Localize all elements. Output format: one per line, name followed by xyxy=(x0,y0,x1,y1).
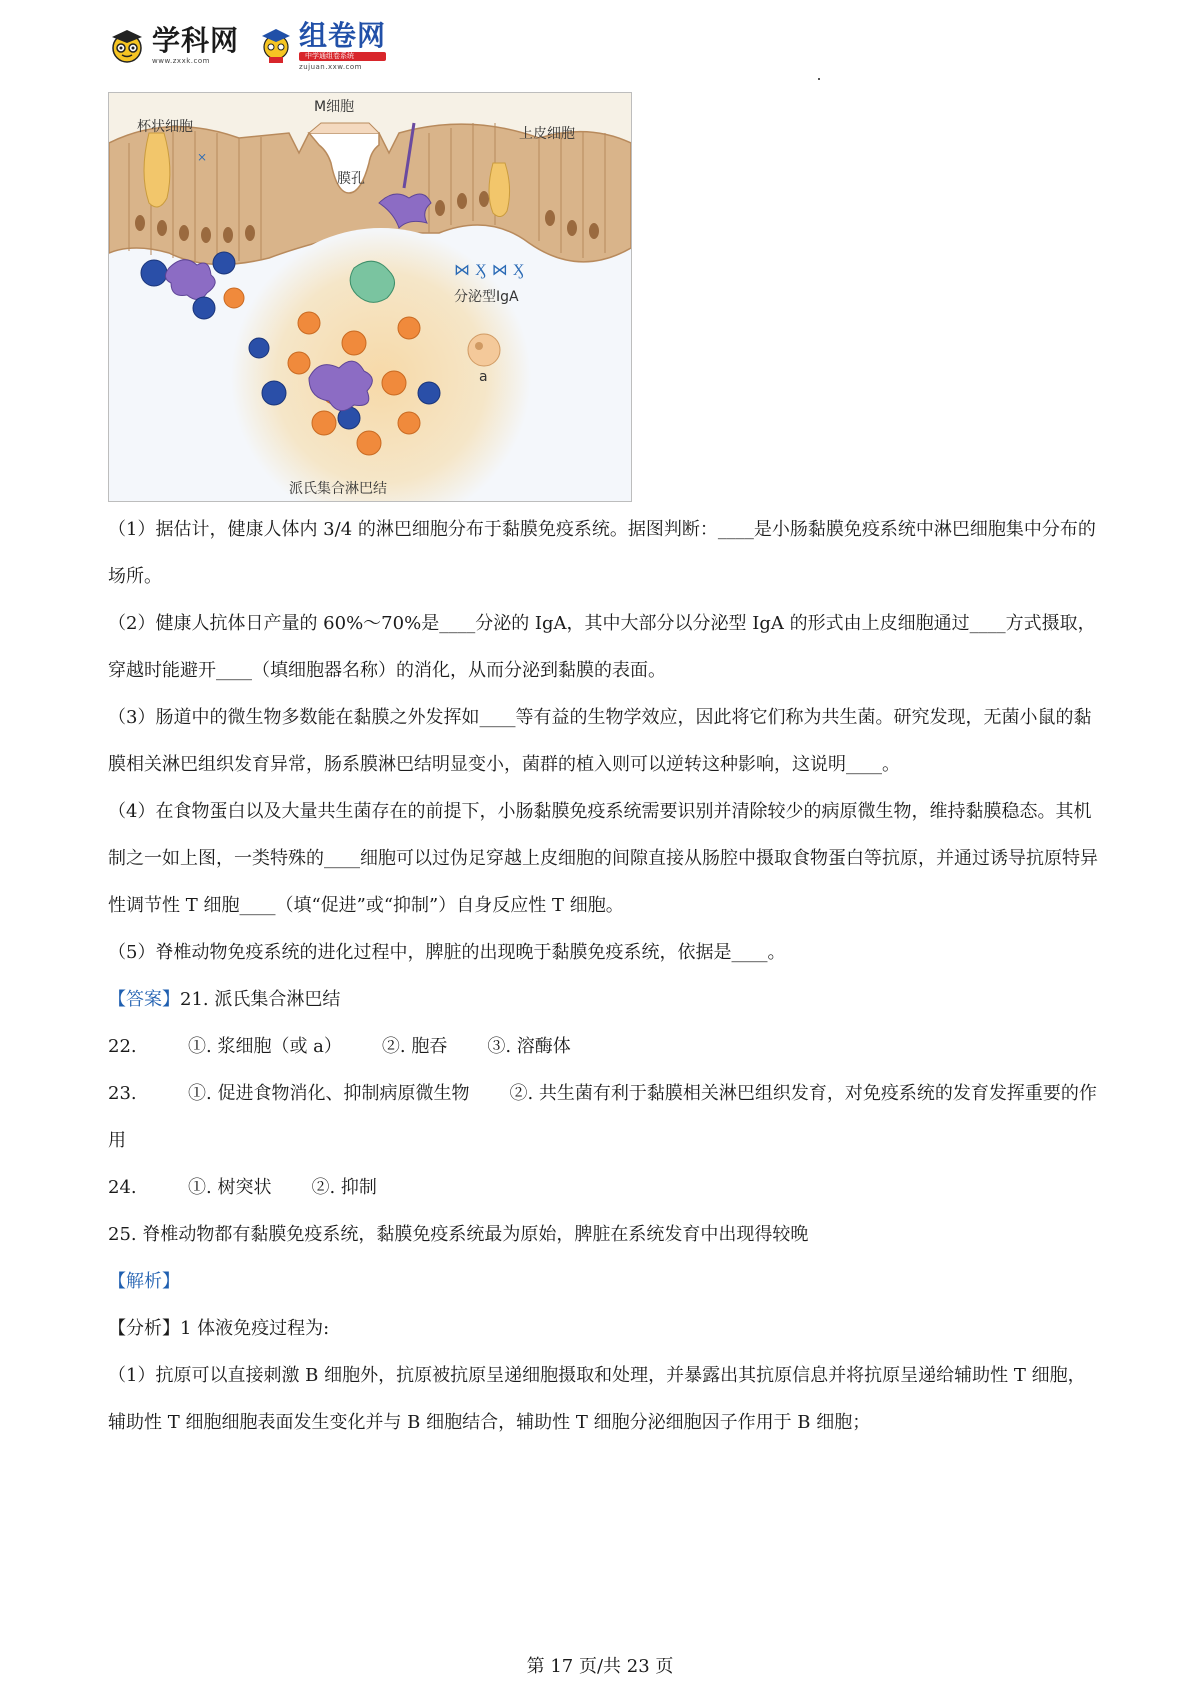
answer-21 xyxy=(108,976,1098,1023)
answer-22 xyxy=(108,1023,1098,1070)
answer-21-text: 21. 派氏集合淋巴结 xyxy=(180,989,341,1010)
answer-24-item: ②. 抑制 xyxy=(311,1177,377,1198)
label-epithelial-cell: 上皮细胞 xyxy=(519,126,575,142)
mucosa-diagram xyxy=(109,93,631,501)
question-5: （5）脊椎动物免疫系统的进化过程中，脾脏的出现晚于黏膜免疫系统，依据是____。 xyxy=(108,942,786,963)
analysis-intro xyxy=(108,1305,1098,1352)
label-cell-a: a xyxy=(479,369,488,385)
answer-22-num: 22. xyxy=(108,1036,137,1057)
iga-marker-icon: ⨯ xyxy=(197,150,208,164)
label-secretory-iga: 分泌型IgA xyxy=(454,289,519,305)
logo1-title: 学科网 xyxy=(152,24,240,57)
scan-dot xyxy=(818,78,820,80)
answer-22-item: ③. 溶酶体 xyxy=(487,1036,571,1057)
answer-23-item2: ②. 共生菌有利于黏膜相关淋巴组织发育，对免疫系统的发育发挥重要的作用 xyxy=(108,1083,1097,1151)
smiley-graduate-icon xyxy=(108,27,146,65)
analysis-text: 1 体液免疫过程为: xyxy=(180,1318,330,1339)
question-4: （4）在食物蛋白以及大量共生菌存在的前提下，小肠黏膜免疫系统需要识别并清除较少的病原微生物，维持黏膜稳态。其机制之一如上图，一类特殊的____细胞可以过伪足穿越上皮细胞的间隙直接从肠腔中摄取食物蛋白等抗原，并通过诱导抗原特异性调节性 T 细胞____（填“促进”或“抑制”）自身反应性 T 细胞。 xyxy=(108,801,1098,916)
question-1: （1）据估计，健康人体内 3/4 的淋巴细胞分布于黏膜免疫系统。据图判断：____是小肠黏膜免疫系统中淋巴细胞集中分布的场所。 xyxy=(108,519,1096,587)
answer-22-item: ②. 胞吞 xyxy=(381,1036,448,1057)
question-2: （2）健康人抗体日产量的 60%～70%是____分泌的 IgA，其中大部分以分泌型 IgA 的形式由上皮细胞通过____方式摄取，穿越时能避开____（填细胞器名称）的消化，从而分泌到黏膜的表面。 xyxy=(108,613,1096,681)
answer-22-item: ①. 浆细胞（或 a） xyxy=(188,1036,342,1057)
analysis-heading: 【解析】 xyxy=(108,1271,180,1292)
page-number: 第 17 页/共 23 页 xyxy=(526,1656,674,1677)
logo2-url: zujuan.xxw.com xyxy=(299,62,363,71)
logo1-url: www.zxxk.com xyxy=(152,57,210,65)
question-3: （3）肠道中的微生物多数能在黏膜之外发挥如____等有益的生物学效应，因此将它们称为共生菌。研究发现，无菌小鼠的黏膜相关淋巴组织发育异常，肠系膜淋巴结明显变小，菌群的植入则可以逆转这种影响，这说明____。 xyxy=(108,707,1092,775)
analysis-label: 【分析】 xyxy=(108,1318,180,1339)
iga-glyph-row xyxy=(454,260,524,279)
answer-24 xyxy=(108,1164,1098,1211)
left-cell-cluster xyxy=(141,252,244,319)
mascot-icon xyxy=(259,27,293,65)
answer-25: 25. 脊椎动物都有黏膜免疫系统，黏膜免疫系统最为原始，脾脏在系统发育中出现得较晚 xyxy=(108,1224,809,1245)
label-m-cell: M细胞 xyxy=(314,99,355,115)
plasma-cell-a xyxy=(468,334,500,366)
answer-23-num: 23. xyxy=(108,1083,137,1104)
zujuan-logo[interactable] xyxy=(259,18,387,71)
label-peyer-patch: 派氏集合淋巴结 xyxy=(289,481,387,497)
intestinal-mucosa-figure xyxy=(108,92,632,502)
label-membrane-pore: 膜孔 xyxy=(337,171,365,187)
document-body xyxy=(108,506,1098,1446)
analysis-point-1: （1）抗原可以直接刺激 B 细胞外，抗原被抗原呈递细胞摄取和处理，并暴露出其抗原信息并将抗原呈递给辅助性 T 细胞，辅助性 T 细胞细胞表面发生变化并与 B 细胞结合，辅助性 T 细胞分泌细胞因子作用于 B 细胞； xyxy=(108,1365,1086,1433)
answer-24-num: 24. xyxy=(108,1177,137,1198)
answer-23-item1: ①. 促进食物消化、抑制病原微生物 xyxy=(188,1083,470,1104)
label-goblet-cell: 杯状细胞 xyxy=(137,119,193,135)
svg-text:⋈ Ӽ ⋈ Ӽ: ⋈ Ӽ ⋈ Ӽ xyxy=(454,260,525,279)
logo2-title: 组卷网 xyxy=(299,18,387,52)
logo2-subtitle: 中学通组卷系统 xyxy=(299,52,386,61)
answer-24-item: ①. 树突状 xyxy=(188,1177,272,1198)
header xyxy=(108,20,386,72)
answer-label: 【答案】 xyxy=(108,989,180,1010)
answer-23 xyxy=(108,1070,1098,1164)
zxxk-logo[interactable] xyxy=(108,24,240,65)
